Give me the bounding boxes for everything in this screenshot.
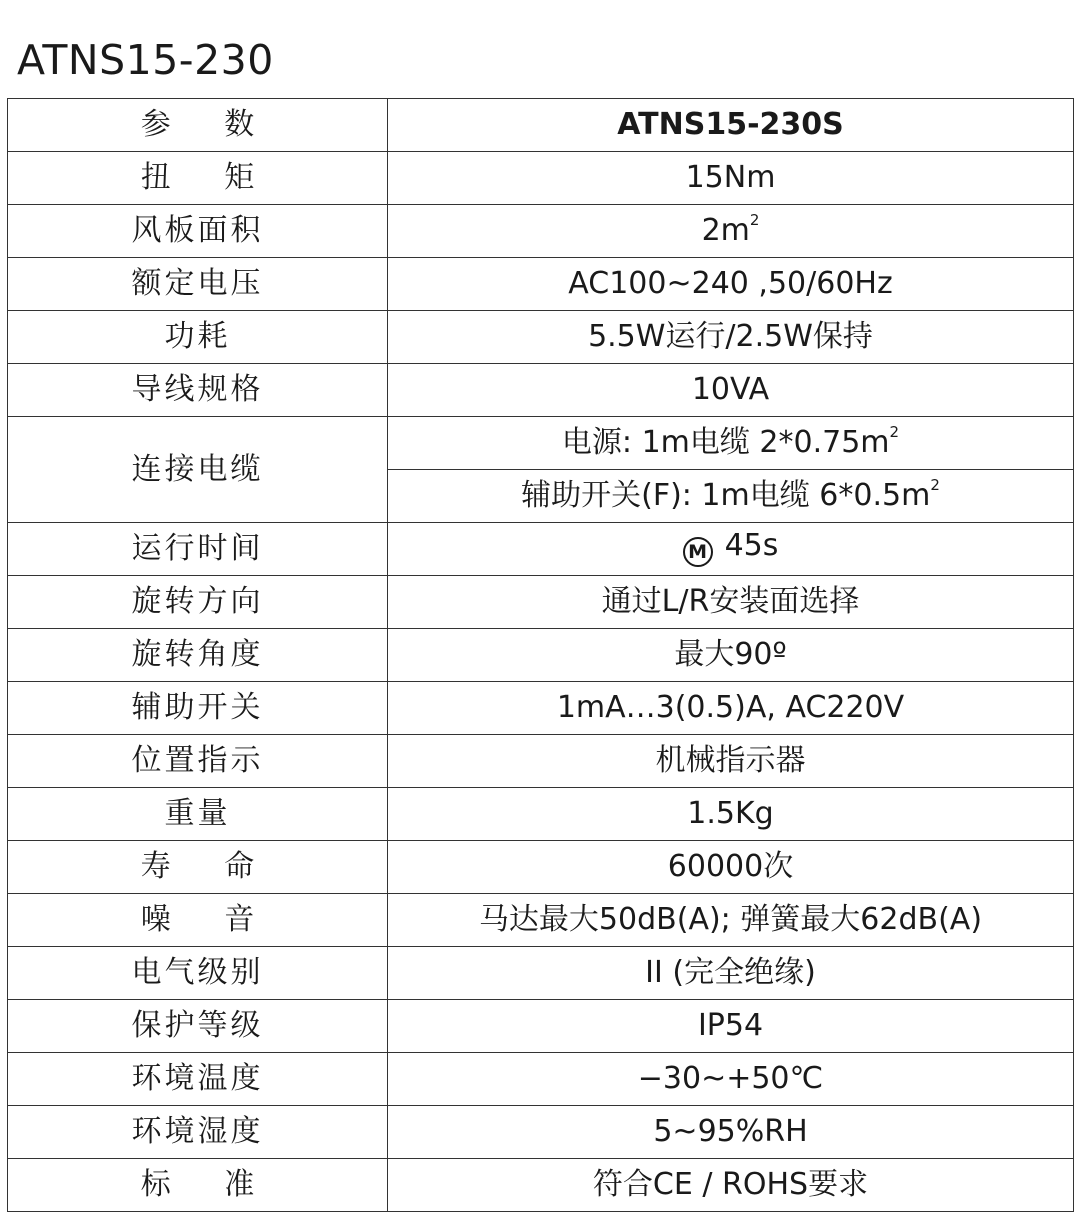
param-label: 旋转角度	[8, 629, 388, 682]
param-value: 45s	[724, 528, 779, 563]
table-row	[8, 523, 1074, 576]
param-label: 扭 矩	[8, 152, 388, 205]
table-row	[8, 629, 1074, 682]
param-label: 环境湿度	[8, 1106, 388, 1159]
param-value-cell	[388, 523, 1074, 576]
param-value: 5~95%RH	[388, 1106, 1074, 1159]
param-label: 环境温度	[8, 1053, 388, 1106]
param-value-cell	[388, 205, 1074, 258]
table-row	[8, 1159, 1074, 1212]
param-value: 15Nm	[388, 152, 1074, 205]
header-param: 参 数	[8, 99, 388, 152]
param-label: 标 准	[8, 1159, 388, 1212]
param-label: 功耗	[8, 311, 388, 364]
param-label: 重量	[8, 788, 388, 841]
table-row	[8, 576, 1074, 629]
motor-icon: M	[683, 537, 713, 567]
param-label: 导线规格	[8, 364, 388, 417]
table-row	[8, 152, 1074, 205]
table-row	[8, 417, 1074, 470]
param-value-cell	[388, 470, 1074, 523]
unit-superscript: 2	[749, 211, 760, 229]
table-row	[8, 311, 1074, 364]
table-row	[8, 894, 1074, 947]
param-value: 机械指示器	[388, 735, 1074, 788]
param-value: AC100~240 ,50/60Hz	[388, 258, 1074, 311]
header-model: ATNS15-230S	[388, 99, 1074, 152]
param-label: 旋转方向	[8, 576, 388, 629]
table-row	[8, 1053, 1074, 1106]
param-label: 运行时间	[8, 523, 388, 576]
param-value: 5.5W运行/2.5W保持	[388, 311, 1074, 364]
param-value: −30~+50℃	[388, 1053, 1074, 1106]
param-value: 电源: 1m电缆 2*0.75m	[561, 425, 890, 460]
table-row	[8, 205, 1074, 258]
param-value: 1.5Kg	[388, 788, 1074, 841]
table-row	[8, 1106, 1074, 1159]
param-value: 符合CE / ROHS要求	[388, 1159, 1074, 1212]
param-value-cell	[388, 417, 1074, 470]
param-label: 位置指示	[8, 735, 388, 788]
param-value: II (完全绝缘)	[388, 947, 1074, 1000]
param-label: 连接电缆	[8, 417, 388, 523]
param-label: 噪 音	[8, 894, 388, 947]
param-value: 辅助开关(F): 1m电缆 6*0.5m	[521, 478, 931, 513]
param-label: 保护等级	[8, 1000, 388, 1053]
param-value: 通过L/R安装面选择	[388, 576, 1074, 629]
spec-table	[7, 98, 1074, 1212]
param-label: 寿 命	[8, 841, 388, 894]
table-row	[8, 258, 1074, 311]
table-row	[8, 788, 1074, 841]
param-value: IP54	[388, 1000, 1074, 1053]
unit-superscript: 2	[930, 476, 940, 494]
param-label: 电气级别	[8, 947, 388, 1000]
table-row	[8, 735, 1074, 788]
param-value: 1mA…3(0.5)A, AC220V	[388, 682, 1074, 735]
unit-superscript: 2	[889, 423, 900, 441]
table-row	[8, 364, 1074, 417]
table-row	[8, 1000, 1074, 1053]
table-row	[8, 841, 1074, 894]
param-value: 2m	[701, 213, 750, 248]
page-title: ATNS15-230	[17, 36, 274, 84]
param-value: 马达最大50dB(A); 弹簧最大62dB(A)	[388, 894, 1074, 947]
table-header-row	[8, 99, 1074, 152]
param-value: 10VA	[388, 364, 1074, 417]
param-label: 辅助开关	[8, 682, 388, 735]
param-value: 最大90º	[388, 629, 1074, 682]
table-row	[8, 947, 1074, 1000]
param-label: 额定电压	[8, 258, 388, 311]
table-row	[8, 682, 1074, 735]
param-label: 风板面积	[8, 205, 388, 258]
param-value: 60000次	[388, 841, 1074, 894]
